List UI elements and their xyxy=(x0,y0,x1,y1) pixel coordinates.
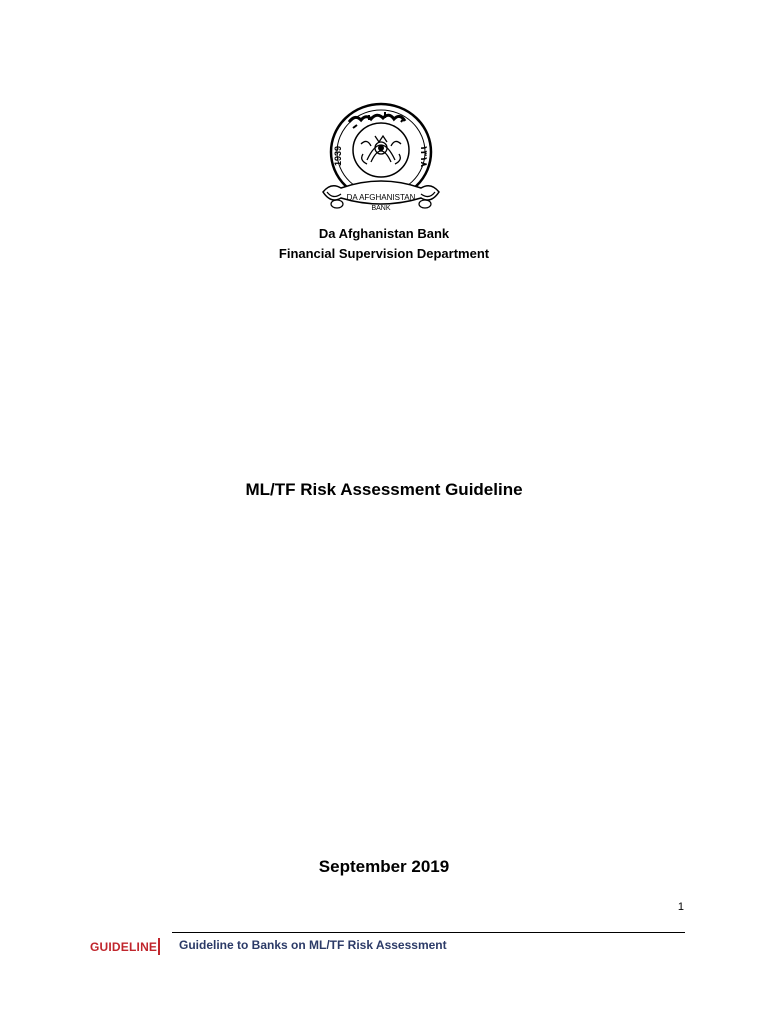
seal-year-left: 1939 xyxy=(333,145,343,167)
footer-label: GUIDELINE xyxy=(90,940,158,954)
seal-year-right: ۱۳۱۸ xyxy=(418,145,428,167)
organization-name: Da Afghanistan Bank xyxy=(318,226,450,241)
seal-banner-line2: BANK xyxy=(371,205,391,212)
department-name: Financial Supervision Department xyxy=(278,246,490,261)
seal-banner-line1: DA AFGHANISTAN xyxy=(346,193,416,202)
central-bank-seal-icon xyxy=(313,100,449,218)
footer-divider xyxy=(172,932,685,933)
document-date: September 2019 xyxy=(318,857,450,876)
footer-subtitle: Guideline to Banks on ML/TF Risk Assessment xyxy=(179,938,447,952)
page-number: 1 xyxy=(677,901,684,913)
footer-separator-bar xyxy=(158,938,160,955)
document-title: ML/TF Risk Assessment Guideline xyxy=(245,480,523,499)
